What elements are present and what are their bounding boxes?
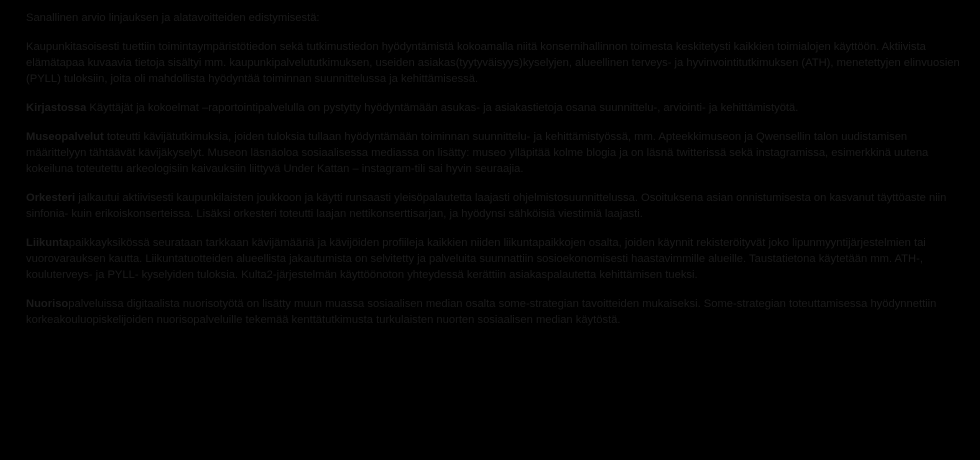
paragraph-lead: Liikunta [26,237,69,249]
paragraph-text: palveluissa digitaalista nuorisotyötä on lisätty muun muassa sosiaalisen median osalta some-strategian tavoitteiden mukaiseksi. Some-strategian toteuttamisessa hyödynnettiin korkeakouluopiskelijoiden nuorisopalveluille tekemää kenttätutkimusta turkulaisten nuorten sosiaalisen median käytöstä. [26,298,937,326]
paragraph-kirjasto [26,100,961,116]
paragraph-lead: Nuoriso [26,298,69,310]
paragraph-text: jalkautui aktiivisesti kaupunkilaisten joukkoon ja käytti runsaasti yleisöpalautetta laajasti ohjelmistosuunnittelussa. Osoituksena asian onnistumisesta on kasvanut täyttöaste niin sinfonia- kuin erikoiskonserteissa. Lisäksi orkesteri toteutti laajan nettikonserttisarjan, ja hyödynsi sähköisiä viestimiä laajasti. [26,192,947,220]
paragraph-text: Käyttäjät ja kokoelmat –raportointipalvelulla on pystytty hyödyntämään asukas- ja asiakastietoja osana suunnittelu-, arviointi- ja kehittämistyötä. [86,102,799,114]
paragraph-liikunta [26,235,961,283]
paragraph-kaupunkitaso [26,39,961,87]
paragraph-museopalvelut [26,129,961,177]
document-body [26,10,961,328]
paragraph-lead: Museopalvelut [26,131,104,143]
paragraph-text: paikkayksikössä seurataan tarkkaan kävijämääriä ja kävijöiden profiileja kaikkien niiden liikuntapaikkojen osalta, joiden käynnit rekisteröityvät joko lipunmyyntijärjestelmien tai vuorovarauksen kautta. Liikuntatuotteiden alueellista jakautumista on selvitetty ja palveluita suunnattiin sosioekonomisesti haastavimmille alueille. Taustatietona käytetään mm. ATH-, kouluterveys- ja PYLL- kyselyiden tuloksia. Kulta2-järjestelmän käyttöönoton yhteydessä kerättiin asiakaspalautetta kehittämisen tueksi. [26,237,926,281]
paragraph-lead: Orkesteri [26,192,76,204]
paragraph-lead: Kirjastossa [26,102,87,114]
paragraph-orkesteri [26,190,961,222]
section-heading: Sanallinen arvio linjauksen ja alatavoitteiden edistymisestä: [26,12,320,24]
paragraph-nuoriso [26,296,961,328]
paragraph-text: Kaupunkitasoisesti tuettiin toimintaympäristötiedon sekä tutkimustiedon hyödyntämistä kokoamalla niitä konsernihallinnon toimesta keskitetysti kaikkien toimialojen käyttöön. Aktiivista elämätapaa kuvaavia tietoja sisältyi mm. kaupunkipalvelututkimuksen, useiden asiakas(tyytyväisyys)kyselyjen, alueellinen terveys- ja hyvinvointitutkimuksen (ATH), menetettyjen elinvuosien (PYLL) tuloksiin, joita oli mahdollista hyödyntää toiminnan suunnittelussa ja kehittämisessä. [26,41,960,85]
paragraph-text: toteutti kävijätutkimuksia, joiden tuloksia tullaan hyödyntämään toiminnan suunnittelu- ja kehittämistyössä, mm. Apteekkimuseon ja Qwensellin talon uudistamisen määrittelyyn tähtäävät kävijäkyselyt. Museon läsnäoloa sosiaalisessa mediassa on lisätty: museo ylläpitää kolme blogia ja on läsnä twitterissä sekä instagramissa, esimerkkinä uutena kokeiluna toteutettu arkeologisiin kaivauksiin liittyvä Under Kattan – instagram-tili sai hyvin seuraajia. [26,131,929,175]
